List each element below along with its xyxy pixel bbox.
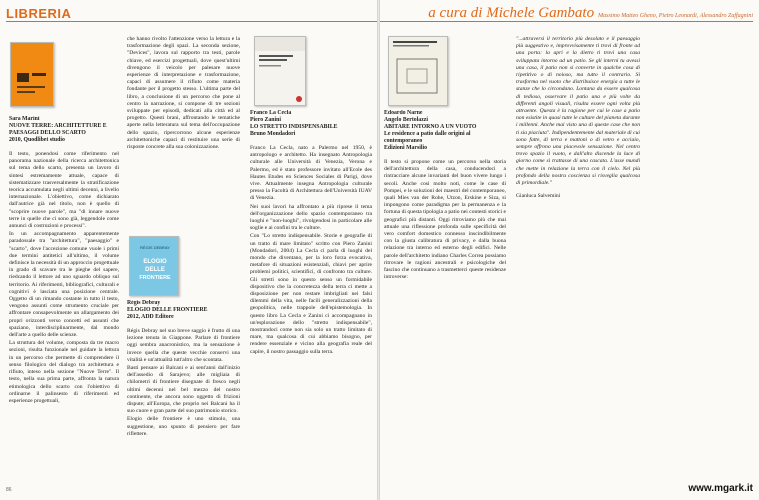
book-2-title: ELOGIO DELLE FRONTIERE [127,307,208,313]
column-2-top [127,36,240,232]
section-title: LIBRERIA [6,6,72,21]
curator-name: a cura di Michele Gambato [428,5,595,21]
svg-text:ELOGIO: ELOGIO [143,259,167,265]
book-1-paragraph: In un accompagnamento apparentemente paradossale tra "architettura", "paesaggio" e "scarto", dove l'accezione comune vuole i primi due termini antitetici all'ultimo, il volume definisce la necessità di un approccio progettuale in grado di scavare tra le pieghe del sapere, riedcando il lettore ad uno sguardo obliquo sul territorio. Ai riferimenti, bibliografici, culturali e cognitivi è lasciata una posizione centrale. Oggetto di un rimando costante in tutto il testo, vengono assunti come strumento cruciale per affrontare consapevolmente un allargamento dei propri orizzonti verso concetti ed assunti che spaziano, interdisciplinarmente, dal mondo dell'arte a quello delle scienze. [9,231,119,339]
book-4-meta [384,110,506,152]
book-cover-art [11,43,54,107]
page-number: 86 [6,487,12,493]
book-2-meta [127,300,240,321]
book-4-title: ABITARE INTORNO A UN VUOTO [384,124,477,130]
contributors: Massimo Matteo Gheno, Pietro Leonardi, Alessandro Zaffagnini [598,13,753,19]
book-cover-art [130,237,179,296]
book-2-paragraph: Basti pensare ai Balcani e ai sent'anni dall'inizio dell'assedio di Sarajevo; alle migliaia di chilometri di frontiere disegnate di fresco negli ultimi decenni nel bel mezzo del nostro continente, che ancora sono oggetto di frizioni dispute; all'Europa, che proprio nei Balcani ha il suo cuore e gran parte del suo patrimonio storico. [127,365,240,415]
book-1-paragraph: che hanno rivolto l'attenzione verso la lettura e la trasformazione degli spazi. La seconda sezione, "Devices", lavora sul rapporto tra testi, parole chiave, ed esercizi progettuali, dove quest'ultimi divengono il veicolo per palesare nuove esperienze di interpretazione e trasformazione, capaci di assumere il rifiuto come materia fondante per il progetto stesso. L'ultima parte del libro, a conclusione di un percorso che pone al centro la narrazione, si compone di tre sezioni sviluppate per episodi, dedicati alla città ed al progetto. Questi brani, affrontando le tematiche aperte nella letteratura sul tema dell'occupazione dello spazio, ripercorrono alcune esperienze architettoniche capaci di restituire una serie di risposte concrete alla sua colonizzazione. [127,36,240,151]
book-3-coauthor: Piero Zanini [250,117,281,123]
book-4-quote: "...attraversi il territorio più desolato e il paesaggio più suggestivo e, improvvisamente ti trovi di fronte ad una porta: la apri e la dietro ti trovi una casa sviluppata intorno ad un patio. Se gli interni tu avessi una casa, il patio non si converte in qualche cosa di ripetitivo o di noioso, ma tutto il contrario. Si trasforma nel vuoto che distribuisce energia a tutte le stanze che lo circondano. Lontana da essere qualcosa di tedioso, osservare il patio una e più volte da differenti angoli visuali, risulta essere ogni volta più attraente. Questa è la ragione per cui le case a patio non esistite in quasi tutte le culture del pianeta durante i millenni. Anche mai visto una di queste case che non ti sia piaciuta". Indipendentemente dal materiale di cui sono fatte, di terra e mattoni o di vetro e acciaio, sempre offrono una piacevole sensazione. Nel centro trovo spazio il vuoto, e dall'alto discende la luce di giorno come si trattasse di una cascata. L'asse mundi che mette in relazione la terra con il cielo. Nel più profondo della nostra coscienza si risveglia qualcosa di primordiale." [516,36,640,187]
column-2-bottom [127,300,240,482]
book-1-paragraph: La struttura del volume, composta da tre macro sezioni, risulta funzionale nel guidare la lettura in un percorso che permette di comprendere il senso filologico del dialogo tra architettura e rifiuto, inteso nella sezione "Nuove Terre". Il testo, nella sua prima parte, affronta la natura etimologica dello scarto con l'obiettivo di ordinarne il palinsesto di riferimenti ed esperienze progettuali, [9,340,119,404]
book-1-title: NUOVE TERRE: ARCHITETTURE E PAESAGGI DELLO SCARTO [9,123,107,136]
column-5 [516,36,640,482]
column-4 [384,110,506,482]
book-cover-art [389,37,448,106]
book-4-reviewer: Gianluca Salvemini [516,193,561,200]
book-cover-abitare-vuoto [388,36,448,106]
book-3-paragraph: Con "Lo stretto indispensabile. Storie e geografie di un tratto di mare limitato" scritto con Piero Zanini (Mondadori, 2004) La Cecla ci parla di luoghi del mondo che diventano, per la loro forza evocativa, metafore di situazioni esistenziali, chiavi per aprire problemi politici, scientifici, di confronto tra culture. Gli stretti sono in questo senso un formidabile dispositivo che la concretezza della terra ci mette a disposizione per non restare imbrigliati nei falsi dilemmi della vita, nelle facili generalizzazioni della geopolitica, nelle trappole dell'epistemologia. In questo libro La Cecla e Zanini ci accompagnano in un'esplorazione dello "stretto indispensabile", mostrandoci come non sia solo un tratto limitato di mare, ma qualcosa di cui abbiamo bisogno, per rendere essenziale e vicino alla geografia reale del capire, il nostro passaggio sulla terra. [250,233,372,355]
book-cover-art [255,37,306,106]
book-1-author: Sara Marini [9,116,40,122]
site-url[interactable]: www.mgark.it [688,483,753,494]
header-rule-left [6,21,377,22]
svg-text:FRONTIERE: FRONTIERE [139,275,171,281]
book-4-author: Edoardo Narne [384,110,423,116]
book-2-publisher: 2012, ADD Editore [127,314,174,320]
book-1-meta [9,116,119,144]
book-3-author: Franco La Cecla [250,110,292,116]
book-1-publisher: 2010, Quodlibet studio [9,137,65,143]
book-3-paragraph: Nei suoi lavori ha affrontato a più riprese il tema dell'organizzazione dello spazio contemporaneo tra luoghi e "non-luoghi", rivolgendosi in particolare alle soglie e ai confini tra le culture. [250,203,372,232]
book-1-paragraph: Il testo, ponendosi come riferimento nel panorama nazionale della ricerca architettonica sul tema dello scarto, presenta un lavoro di sintesi estremamente attuale, capace di sistematizzare trasversalmente la stratificazione teorica accumulata negli ultimi decenni, a livello internazionale. L'obiettivo, come dichiarato dall'autrice già nel titolo, non è quello di "scoprire nuove parole", ma "di innare nuove terre in quelle che ci sono già, leggendole come annunci di costruzioni e processi". [9,151,119,230]
svg-text:RÉGIS DEBRAY: RÉGIS DEBRAY [140,245,170,250]
svg-text:DELLE: DELLE [145,267,165,273]
book-4-coauthor: Angelo Bertolazzi [384,117,428,123]
book-2-author: Régis Debray [127,300,161,306]
book-3-title: LO STRETTO INDISPENSABILE [250,124,338,130]
book-cover-nuove-terre [10,42,54,107]
book-cover-stretto-indispensabile [254,36,306,106]
book-4-subtitle: Le residence a patio dalle origini al contemporaneo [384,131,471,144]
book-3-meta [250,110,372,138]
curator-line [428,4,753,22]
book-3-publisher: Bruno Mondadori [250,131,296,137]
column-3 [250,110,372,482]
book-4-publisher: Edizioni Marsilio [384,145,427,151]
book-2-paragraph: Elogio delle frontiere è uno stimolo, una suggestione, uno spunto di pensiero per fare riflettere. [127,416,240,437]
book-cover-elogio-frontiere [129,236,179,296]
book-3-paragraph: Franco La Cecla, nato a Palermo nel 1950, è antropologo e architetto. Ha insegnato Antropologia culturale alle Università di Venezia, Verona e Palermo, ed è stato professore invitato all'Ecole des Hautes Etudes en Sciences Sociales di Parigi, dove vive. Attualmente insegna Antropologia culturale presso la Facoltà di Architettura dell'Università IUAV di Venezia. [250,145,372,202]
book-4-paragraph: Il testo si propone come un percorso nella storia dell'architettura della casa, conducendoci a rintracciare alcune invarianti del buon vivere lungo i secoli. Anche così molto noti, come le case di Pompei, e le soluzioni dei maestri del contemporaneo, quali Mies van der Rohe, Utzon, Erskine e Siza, si impongono come paradigma per la permanenza e la fortuna di questa tipologia a patio nei contesti storici e geografici più distanti. Oggi ritroviamo più che mai attuale una riflessione profonda sulle specificità del vero comfort domestico connesso inscindibilmente con la giusta calibratura di privacy, e dalla buona relazione tra interno ed esterno degli edifici. Nelle parole dell'architetto indiano Charles Correa possiamo ritrovare le ragioni ancestrali e psicologiche del fascino che continuano a trasmetterci queste residenze introverse: [384,159,506,281]
column-1 [9,116,119,482]
book-2-paragraph: Régis Debray nel suo breve saggio è frutto di una lezione tenuta in Giappone. Parlare di frontiere oggi sembra anacronistico, ma la sensazione è invece quella che queste vecchie conservi una vitalità e un'attualità tutt'altro che scontata. [127,328,240,363]
